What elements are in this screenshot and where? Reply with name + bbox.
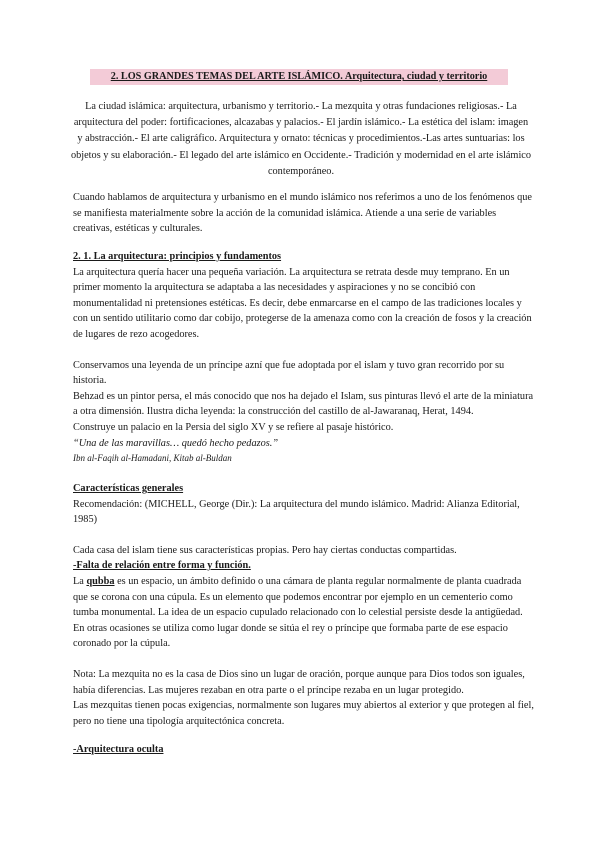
document-title: 2. LOS GRANDES TEMAS DEL ARTE ISLÁMICO. Arquitectura, ciudad y territorio [90, 69, 508, 85]
section-heading: 2. 1. La arquitectura: principios y fundamentos [73, 251, 282, 262]
qubba-paragraph: La qubba es un espacio, un ámbito definido o una cámara de planta regular normalmente de planta cuadrada que se corona con una cúpula. Es un elemento que podemos encontrar por ejemplo en un cementerio como tumba monumental. La idea de un espacio cupulado relacionado con lo celestial persiste desde la antigüedad. En otras ocasiones se utiliza como lugar donde se sitúa el rey o príncipe que formaba parte de ese espacio coronado por la cúpula. [73, 575, 523, 650]
subheading: -Falta de relación entre forma y función. [73, 560, 251, 572]
topic-summary: La ciudad islámica: arquitectura, urbanismo y territorio.- La mezquita y otras fundaciones religiosas.- La arquitectura del poder: fortificaciones, alcazabas y palacios.- El jardín islámico.- La estética del islam: imagen y abstracción.- El arte caligráfico. Arquitectura y ornato: técnicas y procedimientos.-Las artes suntuarias: los objetos y su elaboración.- El legado del arte islámico en Occidente.- Tradición y modernidad en el arte islámico contemporáneo. [70, 101, 532, 177]
section-hidden-architecture [73, 742, 535, 758]
quote-source: Ibn al-Faqih al-Hamadani, Kitab al-Buldan [73, 453, 232, 464]
paragraph: Conservamos una leyenda de un príncipe azní que fue adoptada por el islam y tuvo gran recorrido por su historia. [73, 359, 505, 387]
section-characteristics [73, 481, 535, 729]
note-paragraph: Nota: La mezquita no es la casa de Dios sino un lugar de oración, porque aunque para Dios todos son iguales, había diferencias. Las mujeres rezaban en otra parte o el príncipe rezaba en un lugar protegido. [73, 668, 525, 696]
paragraph: La arquitectura quería hacer una pequeña variación. La arquitectura se retrata desde muy temprano. En un primer momento la arquitectura se adaptaba a las necesidades y aspiraciones y no se concibió con monumentalidad ni pretensiones estéticas. Es decir, debe enmarcarse en el campo de las tradiciones locales y con un sentido utilitario como dar cobijo, protegerse de la amenaza como con la creación de fosos y la creación de lugares de rezo acogedores. [73, 266, 532, 340]
paragraph: Las mezquitas tienen pocas exigencias, normalmente son lugares muy abiertos al exterior y que protegen al fiel, pero no tiene una tipología arquitectónica concreta. [73, 700, 534, 727]
section-architecture [73, 249, 535, 467]
recommendation: Recomendación: (MICHELL, George (Dir.): La arquitectura del mundo islámico. Madrid: Alianza Editorial, 1985) [73, 498, 520, 526]
paragraph: Construye un palacio en la Persia del siglo XV y se refiere al pasaje histórico. [73, 421, 394, 433]
section-heading: -Arquitectura oculta [73, 744, 164, 755]
quote: “Una de las maravillas… quedó hecho pedazos.” [73, 437, 279, 449]
paragraph: Cada casa del islam tiene sus características propias. Pero hay ciertas conductas compartidas. [73, 544, 457, 556]
section-heading: Características generales [73, 483, 184, 494]
qubba-term: qubba [86, 575, 115, 587]
intro-paragraph: Cuando hablamos de arquitectura y urbanismo en el mundo islámico nos referimos a uno de los fenómenos que se manifiesta materialmente sobre la acción de la comunidad islámica. Atiende a una serie de variables creativas, estéticas y culturales. [73, 192, 532, 235]
paragraph: Behzad es un pintor persa, el más conocido que nos ha dejado el Islam, sus pinturas llevó el arte de la miniatura a otra dimensión. Ilustra dicha leyenda: la construcción del castillo de al-Jawaranaq, Herat, 1494. [73, 390, 534, 418]
